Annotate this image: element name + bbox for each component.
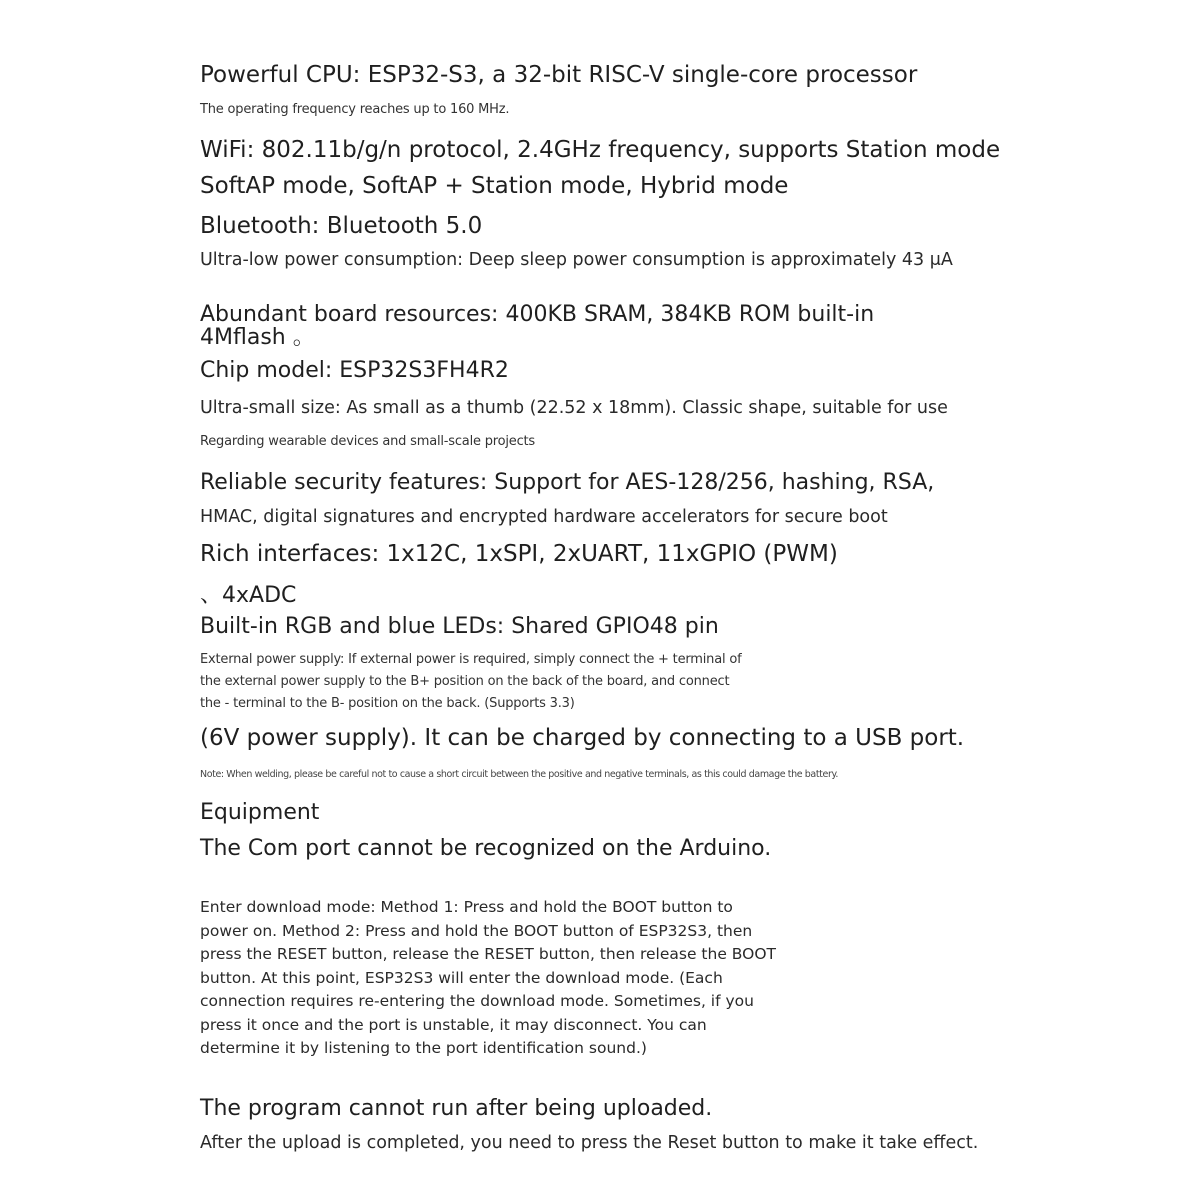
security-line-1: Reliable security features: Support for AES-128/256, hashing, RSA, [200, 470, 935, 495]
size-line-1: Ultra-small size: As small as a thumb (22.52 x 18mm). Classic shape, suitable for use [200, 398, 948, 418]
resources-line-2: 4Mflash 。 [200, 325, 315, 350]
external-power-line-1: External power supply: If external power is required, simply connect the + terminal of [200, 652, 742, 667]
power-line: Ultra-low power consumption: Deep sleep power consumption is approximately 43 μA [200, 250, 953, 270]
equipment-heading: Equipment [200, 800, 320, 825]
com-port-line: The Com port cannot be recognized on the Arduino. [200, 836, 772, 861]
wifi-line-1: WiFi: 802.11b/g/n protocol, 2.4GHz frequency, supports Station mode [200, 137, 1001, 163]
security-line-2: HMAC, digital signatures and encrypted hardware accelerators for secure boot [200, 507, 888, 527]
interfaces-line-2: 、4xADC [200, 583, 297, 608]
external-power-line-2: the external power supply to the B+ position on the back of the board, and connect [200, 674, 730, 689]
resources-line-1: Abundant board resources: 400KB SRAM, 384KB ROM built-in [200, 302, 875, 327]
interfaces-line-1: Rich interfaces: 1x12C, 1xSPI, 2xUART, 11xGPIO (PWM) [200, 541, 838, 567]
reset-line: After the upload is completed, you need to press the Reset button to make it take effect. [200, 1133, 979, 1153]
welding-note: Note: When welding, please be careful not to cause a short circuit between the positive and negative terminals, as this could damage the battery. [200, 769, 838, 780]
external-power-line-3: the - terminal to the B- position on the back. (Supports 3.3) [200, 696, 575, 711]
chip-model-line: Chip model: ESP32S3FH4R2 [200, 358, 509, 383]
bluetooth-line: Bluetooth: Bluetooth 5.0 [200, 213, 483, 239]
frequency-line: The operating frequency reaches up to 160 MHz. [200, 102, 510, 117]
cpu-line: Powerful CPU: ESP32-S3, a 32-bit RISC-V single-core processor [200, 62, 918, 88]
size-line-2: Regarding wearable devices and small-scale projects [200, 434, 536, 449]
wifi-line-2: SoftAP mode, SoftAP + Station mode, Hybrid mode [200, 173, 789, 199]
leds-line: Built-in RGB and blue LEDs: Shared GPIO48 pin [200, 614, 719, 639]
external-power-line-4: (6V power supply). It can be charged by connecting to a USB port. [200, 725, 965, 751]
download-mode-paragraph: Enter download mode: Method 1: Press and hold the BOOT button to power on. Method 2: Press and hold the BOOT button of ESP32S3, then press the RESET button, release the RESET button, then release the BOOT button. At this point, ESP32S3 will enter the download mode. (Each connection requires re-entering the download mode. Sometimes, if you press it once and the port is unstable, it may disconnect. You can determine it by listening to the port identification sound.) [200, 898, 777, 1057]
program-line: The program cannot run after being uploaded. [200, 1096, 713, 1121]
